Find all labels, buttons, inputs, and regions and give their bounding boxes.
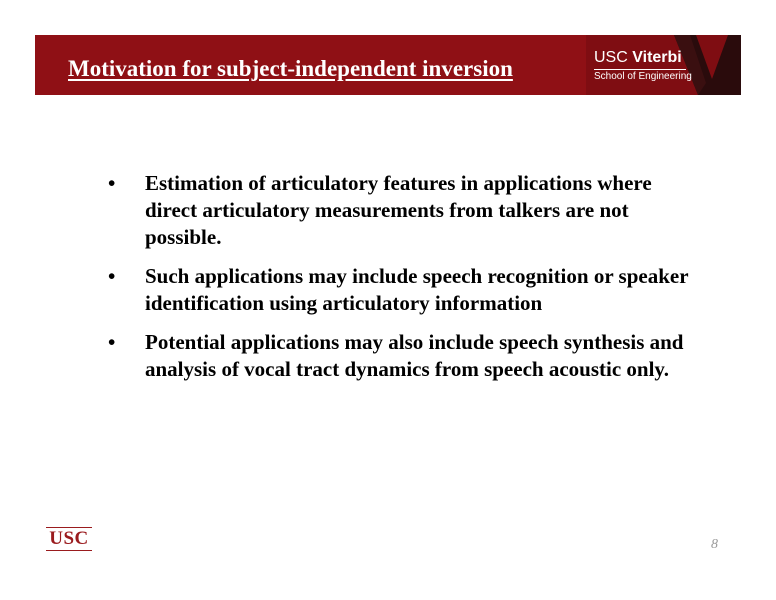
bullet-item [108, 329, 708, 383]
usc-footer-logo [46, 527, 92, 551]
slide-title: Motivation for subject-independent inversion [68, 56, 513, 81]
bullet-text: Estimation of articulatory features in applications where direct articulatory measurements from talkers are not possible. [145, 171, 652, 249]
bullet-text: Potential applications may also include speech synthesis and analysis of vocal tract dynamics from speech acoustic only. [145, 330, 684, 381]
bullet-list [108, 170, 708, 395]
logo-divider [594, 69, 686, 70]
usc-viterbi-logo-text [594, 49, 682, 67]
logo-school-text: School of Engineering [594, 71, 692, 82]
bullet-marker: • [108, 330, 116, 354]
slide-header [35, 35, 741, 95]
bullet-marker: • [108, 171, 116, 195]
logo-usc-text: USC [594, 49, 628, 66]
usc-logo-bottom-rule [46, 550, 92, 551]
page-number: 8 [711, 537, 718, 552]
usc-logo-text: USC [49, 528, 89, 549]
bullet-item [108, 263, 708, 317]
logo-viterbi-text: Viterbi [632, 49, 682, 66]
bullet-text: Such applications may include speech recognition or speaker identification using articulatory information [145, 264, 689, 315]
bullet-item [108, 170, 708, 251]
bullet-marker: • [108, 264, 116, 288]
